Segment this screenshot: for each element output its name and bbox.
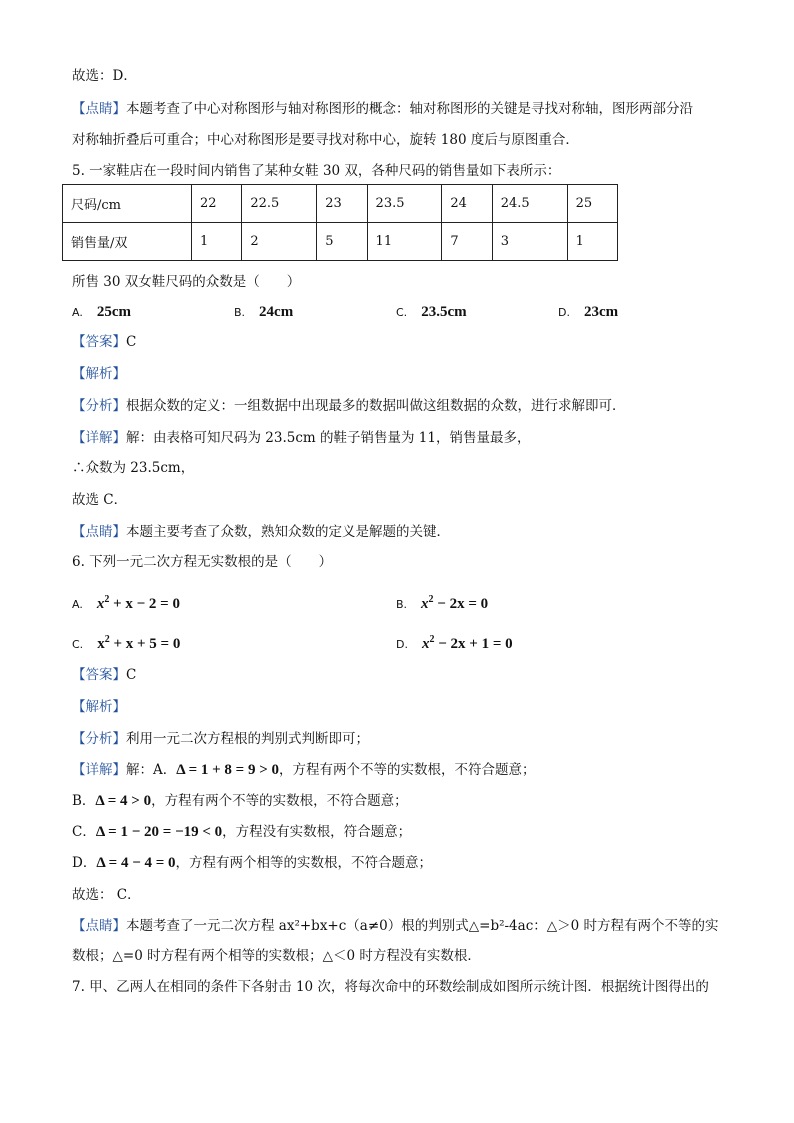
text-line: 故选： C． xyxy=(72,887,141,903)
option-d[interactable] xyxy=(558,302,618,323)
text-line xyxy=(72,916,719,936)
option-b[interactable] xyxy=(396,590,488,615)
text-line: 数根；△=0 时方程有两个相等的实数根；△＜0 时方程没有实数根． xyxy=(72,948,481,964)
answer-value: C xyxy=(126,334,137,350)
text-span: ，方程有两个不等的实数根，不符合题意； xyxy=(279,762,536,778)
equation: $x^2 + x - 2 = 0$ xyxy=(96,594,180,612)
text-line: 故选：D． xyxy=(72,68,137,84)
table-cell: 22.5 xyxy=(242,185,317,223)
table-cell: 1 xyxy=(567,223,617,261)
section-tag: 【详解】 xyxy=(72,762,126,778)
table-cell: 11 xyxy=(367,223,442,261)
table-cell: 尺码/cm xyxy=(63,185,192,223)
equation: $x^2 + x + 5 = 0$ xyxy=(97,634,181,652)
equation: $x^2 - 2x + 1 = 0$ xyxy=(421,634,513,652)
table-cell: 24.5 xyxy=(492,185,567,223)
option-letter: C. xyxy=(72,638,84,651)
text-span: 本题考查了中心对称图形与轴对称图形的概念：轴对称图形的关键是寻找对称轴，图形两部分沿 xyxy=(126,101,693,117)
text-span: B． xyxy=(72,793,96,809)
table-cell: 23.5 xyxy=(367,185,442,223)
text-line xyxy=(72,760,536,780)
table-cell: 25 xyxy=(567,185,617,223)
text-span: 本题考查了一元二次方程 ax²+bx+c（a≠0）根的判别式△=b²-4ac：△＞0 时方程有两个不等的实 xyxy=(126,918,719,934)
text-span: 本题主要考查了众数，熟知众数的定义是解题的关键． xyxy=(126,524,450,540)
text-span: ，方程没有实数根，符合题意； xyxy=(222,824,412,840)
table-cell: 2 xyxy=(242,223,317,261)
option-value: 25cm xyxy=(96,304,131,320)
option-letter: B. xyxy=(234,306,246,319)
option-value: 23.5cm xyxy=(421,304,467,320)
text-line xyxy=(72,853,432,873)
table-cell: 销售量/双 xyxy=(63,223,192,261)
text-line: 对称轴折叠后可重合；中心对称图形是要寻找对称中心，旋转 180 度后与原图重合． xyxy=(72,132,579,148)
table-cell: 22 xyxy=(192,185,242,223)
table-row xyxy=(63,223,618,261)
option-a[interactable] xyxy=(72,302,131,323)
section-tag: 【答案】 xyxy=(72,667,126,683)
table-row xyxy=(63,185,618,223)
table-cell: 24 xyxy=(442,185,492,223)
text-span: ，方程有两个相等的实数根，不符合题意； xyxy=(175,855,433,871)
section-tag: 【解析】 xyxy=(72,366,126,382)
text-span: 利用一元二次方程根的判别式判断即可； xyxy=(126,731,369,747)
equation: Δ = 4 − 4 = 0 xyxy=(96,855,176,871)
option-b[interactable] xyxy=(234,302,293,323)
equation: $x^2 - 2x = 0$ xyxy=(421,594,489,612)
option-c[interactable] xyxy=(72,630,180,655)
section-tag: 【分析】 xyxy=(72,731,126,747)
option-c[interactable] xyxy=(396,302,467,323)
text-span: 解：A． xyxy=(126,762,177,778)
question-5-stem: 5. 一家鞋店在一段时间内销售了某种女鞋 30 双，各种尺码的销售量如下表所示： xyxy=(72,163,561,179)
section-tag: 【分析】 xyxy=(72,398,126,414)
section-tag: 【点睛】 xyxy=(72,918,126,934)
table-cell: 23 xyxy=(317,185,367,223)
section-tag: 【点睛】 xyxy=(72,101,126,117)
option-letter: C. xyxy=(396,306,408,319)
text-line: ∴众数为 23.5cm， xyxy=(72,460,195,476)
text-span: ，方程有两个不等的实数根，不符合题意； xyxy=(151,793,408,809)
text-line xyxy=(72,791,408,811)
text-span: 解：由表格可知尺码为 23.5cm 的鞋子销售量为 11，销售量最多， xyxy=(126,430,531,446)
section-tag: 【点睛】 xyxy=(72,524,126,540)
section-tag: 【解析】 xyxy=(72,699,126,715)
text-line: 故选 C． xyxy=(72,492,128,508)
option-letter: B. xyxy=(396,598,408,611)
table-cell: 5 xyxy=(317,223,367,261)
text-line xyxy=(72,99,693,119)
sizes-table xyxy=(62,184,618,261)
option-letter: A. xyxy=(72,306,83,319)
answer-line xyxy=(72,665,136,685)
table-cell: 7 xyxy=(442,223,492,261)
option-letter: D. xyxy=(558,306,570,319)
text-span: C． xyxy=(72,824,96,840)
option-letter: D. xyxy=(396,638,408,651)
text-line xyxy=(72,729,369,749)
equation: Δ = 1 − 20 = −19 < 0 xyxy=(95,824,223,840)
table-cell: 3 xyxy=(492,223,567,261)
answer-line xyxy=(72,332,136,352)
option-value: 23cm xyxy=(583,304,619,320)
text-span: 根据众数的定义：一组数据中出现最多的数据叫做这组数据的众数，进行求解即可． xyxy=(126,398,626,414)
text-line xyxy=(72,396,626,416)
question-5-ask: 所售 30 双女鞋尺码的众数是（ ） xyxy=(72,274,301,290)
section-tag: 【答案】 xyxy=(72,334,126,350)
question-7-stem: 7. 甲、乙两人在相同的条件下各射击 10 次，将每次命中的环数绘制成如图所示统计图．根据统计图得出的 xyxy=(72,979,709,995)
section-tag: 【详解】 xyxy=(72,430,126,446)
text-line xyxy=(72,428,530,448)
equation: Δ = 1 + 8 = 9 > 0 xyxy=(176,762,280,778)
table-cell: 1 xyxy=(192,223,242,261)
text-line xyxy=(72,822,411,842)
text-span: D． xyxy=(72,855,97,871)
equation: Δ = 4 > 0 xyxy=(95,793,152,809)
option-value: 24cm xyxy=(259,304,294,320)
answer-value: C xyxy=(126,667,137,683)
option-d[interactable] xyxy=(396,630,513,655)
question-6-stem: 6. 下列一元二次方程无实数根的是（ ） xyxy=(72,554,333,570)
text-line xyxy=(72,522,450,542)
option-a[interactable] xyxy=(72,590,180,615)
option-letter: A. xyxy=(72,598,83,611)
